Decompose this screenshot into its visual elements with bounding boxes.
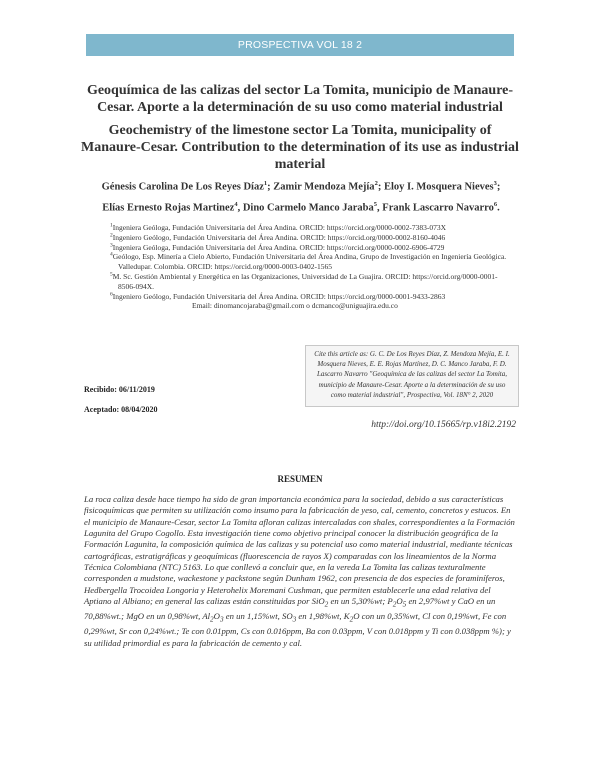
author-sup: 1 [263, 180, 268, 187]
affiliations [110, 223, 510, 311]
journal-header-text: PROSPECTIVA VOL 18 2 [237, 39, 363, 51]
title-spanish: Geoquímica de las calizas del sector La Tomita, municipio de Manaure-Cesar. Aporte a la determinación de su uso como material industrial [86, 83, 514, 115]
author-sup: 2 [374, 180, 378, 187]
citation-box: Cite this article as: G. C. De Los Reyes Díaz, Z. Mendoza Mejía, E. I. Mosquera Nieves, E. E. Rojas Martínez, D. C. Manco Jaraba, F. D. Lascarro Navarro "Geoquímica de las calizas del sector La Tomita, municipio de Manaure-Cesar. Aporte a la determinación de su uso como material industrial", Prospectiva, Vol. 18N° 2, 2020 [305, 345, 519, 407]
title-english: Geochemistry of the limestone sector La Tomita, municipality of Manaure-Cesar. Contribution to the determination of its use as industrial material [81, 123, 519, 172]
affiliation-item: $^3$Ingeniera Geóloga, Fundación Universitaria del Área Andina. ORCID: https://orcid.org/0000-0002-6906-4729 [110, 242, 445, 252]
abstract-heading: RESUMEN [277, 474, 323, 484]
affiliation-item: $^1$Ingeniera Geóloga, Fundación Universitaria del Área Andina. ORCID: https://orcid.org/0000-0002-7383-073X [110, 222, 447, 232]
author-sup: 4 [234, 200, 238, 208]
contact-email: Email: dinomancojaraba@gmail.com o dcmanco@uniguajira.edu.co [192, 301, 398, 311]
affiliation-item: $^4$Geólogo, Esp. Minería a Cielo Abierto, Fundación Universitaria del Área Andina, Grupo de Investigación en Ingeniería Geológica. Valledupar. Colombia. ORCID: https://orcid.org/0000-0003-0402-1565 [110, 251, 507, 272]
author-name: Zamir Mendoza Mejía [273, 181, 375, 193]
author-name: Frank Lascarro Navarro [382, 202, 494, 213]
author-list: Génesis Carolina De Los Reyes Díaz$^1$; Zamir Mendoza Mejía$^2$; Eloy I. Mosquera Nieves$^3$; Elías Ernesto Rojas Martinez$^4$, Dino Carmelo Manco Jaraba$^5$, Frank Lascarro Navarro$^6$. [101, 180, 501, 213]
affiliation-item: $^5$M. Sc. Gestión Ambiental y Energética en las Organizaciones, Universidad de La Guajira. ORCID: https://orcid.org/0000-0001-8506-094X. [110, 271, 498, 291]
affiliation-item: $^6$Ingeniero Geólogo, Fundación Universitaria del Área Andina. ORCID: https://orcid.org/0000-0001-9433-2863 [110, 291, 446, 301]
author-sup: 5 [373, 200, 378, 208]
author-name: Génesis Carolina De Los Reyes Díaz [101, 181, 264, 193]
accepted-date: Aceptado: 08/04/2020 [84, 405, 158, 414]
author-sup: 6 [493, 200, 498, 208]
author-name: Eloy I. Mosquera Nieves [383, 181, 494, 193]
received-date: Recibido: 06/11/2019 [84, 385, 155, 394]
author-sup: 3 [493, 180, 497, 187]
doi-link[interactable]: http://doi.org/10.15665/rp.v18i2.2192 [371, 420, 516, 430]
affiliation-item: $^2$Ingeniero Geólogo, Fundación Universitaria del Área Andina. ORCID: https://orcid.org/0000-0002-8160-4046 [110, 232, 446, 242]
abstract-body: La roca caliza desde hace tiempo ha sido de gran importancia económica para la sociedad, debido a sus características fisicoquímicas que permiten su utilización como insumo para la fabricación de yeso, cal, cemento, concretos y estucos. En el municipio de Manaure-Cesar, sector La Tomita afloran calizas intercaladas con shales, correspondientes a la Formación Lagunita del Grupo Cogollo. Esta investigación tiene como objetivo principal conocer la distribución geográfica de la Formación Lagunita, la composición química de las calizas y su potencial uso como material industrial, mediante técnicas cartográficas, estratigráficas y geoquímicas (fluorescencia de rayos X) comparadas con los lineamientos de la Norma Técnica Colombiana (NTC) 5163. Lo que conllevó a concluir que, en la vereda La Tomita las calizas texturalmente corresponden a mudstone, wackestone y packstone según Dunham 1962, con presencia de dos especies de foraminíferos, Hedbergella Trocoidea Longoria y Heterohelix Moremani Cushman, que permiten establecerle una edad relativa del Aptiano al Albiano; en general las calizas están constituidas por SiO$_2$ en un 5,30%wt; $P_2O_5$ en 2,97%wt y CaO en un 70,88%wt.; MgO en un 0,98%wt, $Al_2O_3$ en un 1,15%wt, $SO_3$ en 1,98%wt, $K_2O$ con un 0,35%wt, Cl con 0,19%wt, Fe con 0,29%wt, Sr con 0,24%wt.; Te con 0.01ppm, Cs con 0.016ppm, Ba con 0.03ppm, V con 0.018ppm y Ti con 0.038ppm %); y su utilidad primordial es para la fabricación de cemento y cal. [84, 494, 515, 648]
author-name: Dino Carmelo Manco Jaraba [242, 202, 374, 213]
author-name: Elías Ernesto Rojas Martinez [102, 202, 235, 213]
journal-header-bar [86, 34, 514, 56]
